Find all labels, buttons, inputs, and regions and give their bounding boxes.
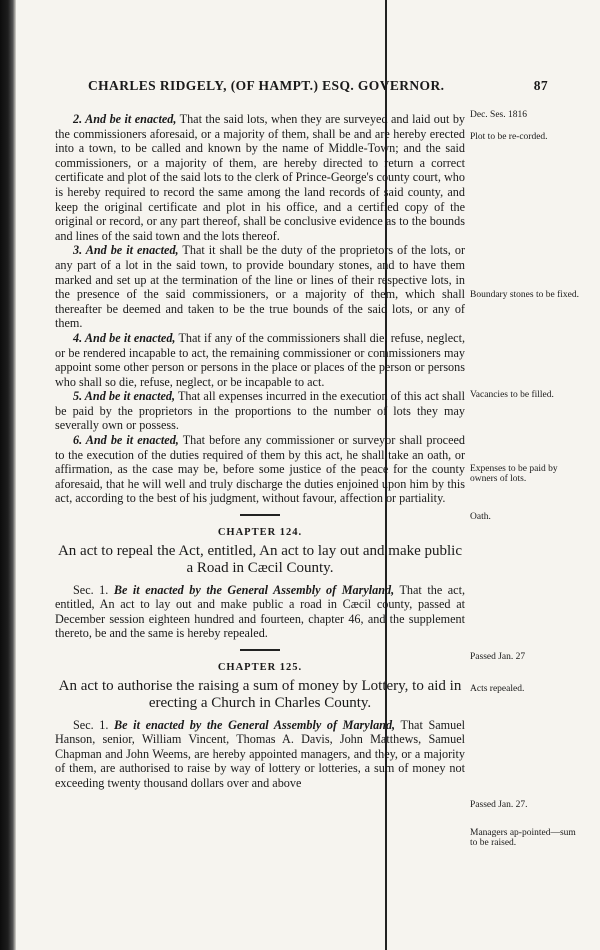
sidenote-passed-125: Passed Jan. 27. bbox=[470, 800, 528, 810]
sidenote-managers: Managers ap-pointed—sum to be raised. bbox=[470, 828, 576, 848]
sidenote-vacancies: Vacancies to be filled. bbox=[470, 390, 554, 400]
sidenote-boundary: Boundary stones to be fixed. bbox=[470, 290, 579, 300]
sidenote-passed-124: Passed Jan. 27 bbox=[470, 652, 526, 662]
sidenote-acts-repealed: Acts repealed. bbox=[470, 684, 525, 694]
chapter-124-section-1: Sec. 1. Be it enacted by the General Assembly of Maryland, That the act, entitled, An act to lay out and make public a road in Cæcil county, passed at December session eighteen hundred and fourteen, chapter 46, and the supplement thereto, be and the same is hereby repealed. bbox=[55, 582, 466, 641]
body-text bbox=[55, 112, 465, 791]
section-5: 5. And be it enacted, That all expenses incurred in the execution of this act shall be paid by the proprietors in the proportions to the number of lots they may severally own or possess. bbox=[55, 389, 466, 433]
chapter-125-title: An act to authorise the raising a sum of money by Lottery, to aid in erecting a Church in Charles County. bbox=[58, 677, 462, 711]
section-3: 3. And be it enacted, That it shall be the duty of the proprietors of the lots, or any part of a lot in the said town, to provide boundary stones, and to have them marked and set up at the termination of the line or lines of their respective lots, in the presence of the said commissioners, or a majority of them, which shall thereafter be deemed and taken to be the true bounds of the said lots, or any of them. bbox=[55, 243, 466, 331]
chapter-125-section-1: Sec. 1. Be it enacted by the General Assembly of Maryland, That Samuel Hanson, senior, William Vincent, Thomas A. Davis, John Matthews, Samuel Chapman and John Weems, are hereby appointed managers, and they, or a majority of them, are authorised to raise by way of lottery or lotteries, a sum of money not exceeding twenty thousand dollars over and above bbox=[55, 717, 466, 790]
chapter-124-heading: CHAPTER 124. bbox=[217, 527, 303, 539]
sidenote-plot: Plot to be re-corded. bbox=[470, 132, 548, 142]
sidenote-expenses: Expenses to be paid by owners of lots. bbox=[470, 464, 558, 484]
header-title: CHARLES RIDGELY, (OF HAMPT.) ESQ. GOVERNOR. bbox=[88, 78, 445, 93]
chapter-124-title: An act to repeal the Act, entitled, An act to lay out and make public a Road in Cæcil County. bbox=[57, 542, 463, 576]
page-number: 87 bbox=[533, 78, 548, 93]
divider bbox=[240, 649, 280, 651]
section-4: 4. And be it enacted, That if any of the commissioners shall die, refuse, neglect, or be rendered incapable to act, the remaining commissioner or commissioners may appoint some other person or persons in the place or places of the person or persons who shall so die, refuse, neglect, or be incapable to act. bbox=[55, 330, 466, 389]
divider bbox=[240, 514, 280, 516]
section-2: 2. And be it enacted, That the said lots, when they are surveyed and laid out by the commissioners aforesaid, or a majority of them, shall be and are hereby erected into a town, to be called and known by the name of Middle-Town; and the said commissioners, or a majority of them, are hereby directed to return a correct certificate and plot of the said lots to the clerk of Prince-George's county court, who is hereby required to record the same among the land records of said county, and keep the original certificate and plot in his office, and a certified copy of the original or record, or any part thereof, shall be conclusive evidence as to the bounds and lines of the said town and the lots thereof. bbox=[55, 112, 466, 243]
running-header bbox=[88, 78, 548, 98]
chapter-125-heading: CHAPTER 125. bbox=[217, 662, 303, 673]
section-6: 6. And be it enacted, That before any commissioner or surveyor shall proceed to the execution of the duties required of them by this act, he shall take an oath, or affirmation, as the case may be, before some justice of the peace for the county aforesaid, that he will well and truly discharge the duties enjoined upon him by this act, according to the best of his judgment, without favour, affection or partiality. bbox=[55, 433, 465, 506]
sidenote-session: Dec. Ses. 1816 bbox=[470, 110, 527, 120]
scan-left-edge bbox=[0, 0, 16, 950]
sidenote-oath: Oath. bbox=[470, 512, 491, 522]
